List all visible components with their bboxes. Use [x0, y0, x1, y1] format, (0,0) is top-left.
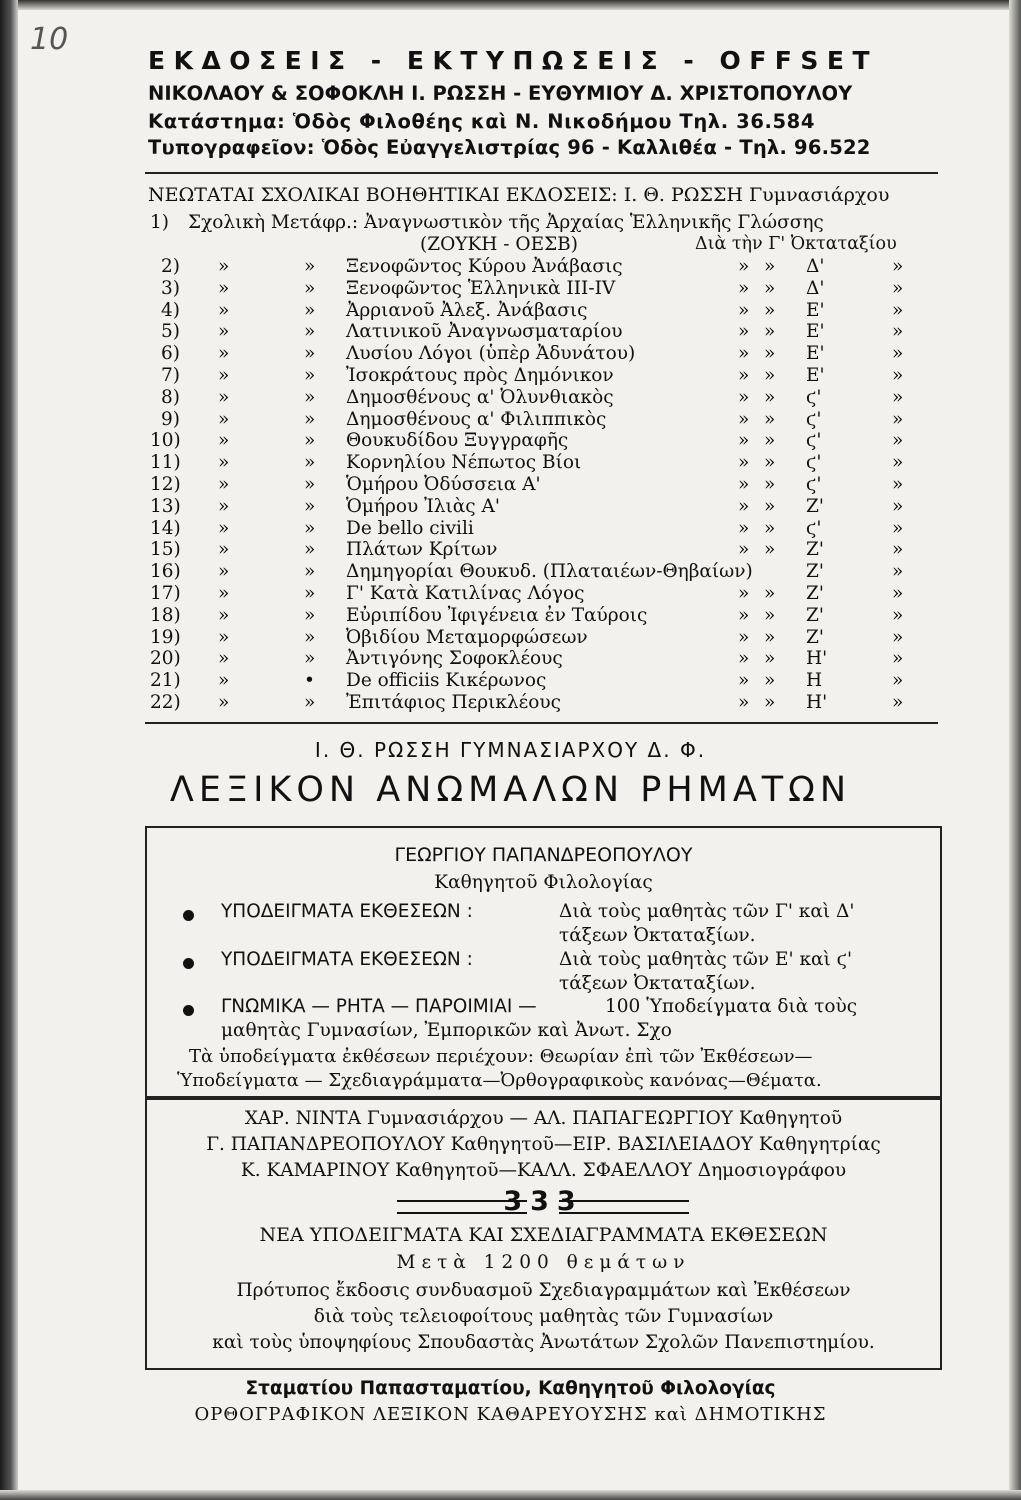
series-row	[150, 365, 940, 387]
series-row	[150, 518, 940, 540]
ditto-mark: »	[218, 343, 230, 365]
row-title: Ἰσοκράτους πρὸς Δημόνικον	[346, 365, 614, 386]
ditto-mark: »	[764, 539, 776, 561]
box2-authors-1: ΧΑΡ. ΝΙΝΤΑ Γυμνασιάρχου — ΑΛ. ΠΑΠΑΓΕΩΡΓΙΟΥ Καθηγητοῦ	[244, 1108, 843, 1129]
ditto-mark: »	[892, 495, 904, 517]
series-row	[150, 539, 940, 561]
row-number: 16)	[150, 561, 181, 583]
lexicon-title: ΛΕΞΙΚΟΝ ΑΝΩΜΑΛΩΝ ΡΗΜΑΤΩΝ	[169, 770, 852, 810]
row-title: Εὐριπίδου Ἰφιγένεια ἐν Ταύροις	[346, 604, 648, 626]
box2-authors-2: Γ. ΠΑΠΑΝΔΡΕΟΠΟΥΛΟΥ Καθηγητοῦ—ΕΙΡ. ΒΑΣΙΛΕΙΑΔΟΥ Καθηγητρίας	[206, 1134, 881, 1155]
bullet-icon	[183, 958, 194, 969]
box1-item2-title: ΥΠΟΔΕΙΓΜΑΤΑ ΕΚΘΕΣΕΩΝ :	[221, 949, 473, 970]
ditto-mark: »	[764, 517, 776, 539]
row-number: 18)	[150, 604, 181, 626]
ditto-mark: »	[764, 321, 776, 343]
series-row	[150, 648, 940, 670]
row-class: Ζ'	[806, 561, 824, 583]
ditto-mark: »	[738, 343, 750, 365]
box1-item3-title: ΓΝΩΜΙΚΑ — ΡΗΤΑ — ΠΑΡΟΙΜΙΑΙ —	[221, 996, 537, 1017]
row-number: 12)	[150, 474, 181, 495]
box1-role: Καθηγητοῦ Φιλολογίας	[434, 872, 653, 893]
ditto-mark: »	[892, 321, 904, 343]
ditto-mark: »	[304, 474, 316, 495]
ditto-mark: »	[738, 256, 750, 277]
ditto-mark: »	[218, 408, 230, 430]
ditto-mark: »	[304, 692, 316, 713]
ditto-mark: »	[892, 365, 904, 386]
header-line-4: Τυπογραφεῖον: Ὁδὸς Εὐαγγελιστρίας 96 - Καλλιθέα - Τηλ. 96.522	[148, 136, 871, 159]
row-number: 5)	[161, 321, 180, 343]
row-title: Ἀρριανοῦ Ἀλεξ. Ἀνάβασις	[346, 299, 588, 321]
row-title: Ὁμήρου Ὀδύσσεια Α'	[346, 474, 541, 495]
row-number: 11)	[150, 452, 181, 474]
row-class: Η'	[806, 692, 828, 713]
series-row-1	[150, 212, 940, 233]
ditto-mark: »	[738, 626, 750, 648]
row-class: Ε'	[806, 299, 825, 321]
row-class: Δ'	[806, 277, 825, 299]
box1-note-1: Τὰ ὑποδείγματα ἐκθέσεων περιέχουν: Θεωρίαν ἐπὶ τῶν Ἐκθέσεων—	[189, 1046, 813, 1067]
ditto-mark: »	[218, 277, 230, 299]
series-row	[150, 627, 940, 649]
series-row	[150, 692, 940, 714]
ditto-mark: »	[892, 343, 904, 365]
row-class: ϛ'	[806, 474, 822, 495]
ditto-mark: »	[304, 517, 316, 539]
ditto-mark: »	[218, 604, 230, 626]
ditto-mark: »	[218, 299, 230, 321]
series-row-1-class: Διὰ τὴν Γ' Ὀκταταξίου	[695, 234, 897, 254]
ditto-mark: »	[304, 604, 316, 626]
series-row	[150, 670, 940, 692]
ditto-mark: »	[218, 583, 230, 604]
series-row	[150, 583, 940, 605]
row-title: Ἀντιγόνης Σοφοκλέους	[346, 648, 563, 670]
ditto-mark: »	[738, 408, 750, 430]
ditto-mark: »	[738, 277, 750, 299]
box2-desc-2: διὰ τοὺς τελειοφοίτους μαθητὰς τῶν Γυμνασίων	[313, 1306, 774, 1327]
row-class: Η	[806, 670, 823, 692]
row-number: 20)	[150, 648, 181, 670]
header-line-2: ΝΙΚΟΛΑΟΥ & ΣΟΦΟΚΛΗ Ι. ΡΩΣΣΗ - ΕΥΘΥΜΙΟΥ Δ. ΧΡΙΣΤΟΠΟΥΛΟΥ	[148, 82, 853, 105]
ditto-mark: »	[304, 343, 316, 365]
ditto-mark: »	[764, 648, 776, 670]
row-number: 19)	[150, 626, 181, 648]
row-number: 22)	[150, 692, 181, 713]
header-line-1: ΕΚΔΟΣΕΙΣ - ΕΚΤΥΠΩΣΕΙΣ - OFFSET	[148, 46, 879, 75]
series-row	[150, 605, 940, 627]
row-class: ϛ'	[806, 517, 822, 539]
row-title: Πλάτων Κρίτων	[346, 539, 498, 561]
row-title: Ἐπιτάφιος Περικλέους	[346, 692, 561, 713]
row-title: De bello civili	[346, 517, 474, 539]
box1-item1-text2: τάξεων Ὀκταταξίων.	[559, 925, 756, 946]
footer-line-2: ΟΡΘΟΓΡΑΦΙΚΟΝ ΛΕΞΙΚΟΝ ΚΑΘΑΡΕΥΟΥΣΗΣ καὶ ΔΗΜΟΤΙΚΗΣ	[194, 1404, 827, 1425]
ditto-mark: »	[892, 604, 904, 626]
row-number: 4)	[161, 299, 180, 321]
ditto-mark: »	[892, 452, 904, 474]
lexicon-author: Ι. Θ. ΡΩΣΣΗ ΓΥΜΝΑΣΙΑΡΧΟΥ Δ. Φ.	[314, 738, 707, 762]
ditto-mark: »	[764, 408, 776, 430]
row-class: Ζ'	[806, 604, 824, 626]
ditto-mark: »	[764, 256, 776, 277]
ditto-mark: »	[764, 365, 776, 386]
ditto-mark: »	[218, 517, 230, 539]
series-row	[150, 496, 940, 518]
ditto-mark: »	[304, 561, 316, 583]
ditto-mark: »	[892, 277, 904, 299]
ditto-mark: »	[738, 539, 750, 561]
ditto-mark: »	[304, 365, 316, 386]
ditto-mark: »	[892, 583, 904, 604]
box1-author: ΓΕΩΡΓΙΟΥ ΠΑΠΑΝΔΡΕΟΠΟΥΛΟΥ	[394, 844, 693, 866]
series-row	[150, 387, 940, 409]
ditto-mark: »	[218, 626, 230, 648]
box1-item1-title: ΥΠΟΔΕΙΓΜΑΤΑ ΕΚΘΕΣΕΩΝ :	[221, 901, 473, 922]
row-number: 13)	[150, 495, 181, 517]
ditto-mark: »	[304, 299, 316, 321]
ditto-mark: »	[738, 299, 750, 321]
series-row	[150, 430, 940, 452]
box2-authors-3: Κ. ΚΑΜΑΡΙΝΟΥ Καθηγητοῦ—ΚΑΛΛ. ΣΦΑΕΛΛΟΥ Δημοσιογράφου	[240, 1160, 847, 1181]
ditto-mark: »	[764, 670, 776, 692]
ditto-mark: »	[304, 386, 316, 408]
series-row	[150, 321, 940, 343]
ditto-mark: »	[892, 648, 904, 670]
row-number: 8)	[161, 386, 180, 408]
ditto-mark: »	[738, 692, 750, 713]
ditto-mark: »	[764, 626, 776, 648]
ditto-mark: »	[738, 430, 750, 452]
footer-line-1: Σταματίου Παπασταματίου, Καθηγητοῦ Φιλολογίας	[245, 1378, 776, 1399]
ditto-mark: »	[764, 386, 776, 408]
ditto-mark: »	[738, 365, 750, 386]
box1-item2-text2: τάξεων Ὀκταταξίων.	[559, 973, 756, 994]
ditto-mark: »	[218, 539, 230, 561]
row-title: Λατινικοῦ Ἀναγνωσματαρίου	[346, 321, 623, 343]
box1-note-2: Ὑποδείγματα — Σχεδιαγράμματα—Ὀρθογραφικοὺς κανόνας—Θέματα.	[177, 1070, 822, 1091]
row-title: Γ' Κατὰ Κατιλίνας Λόγος	[346, 583, 585, 604]
scan-edge-bottom	[0, 1490, 1021, 1500]
ditto-mark: »	[218, 452, 230, 474]
ditto-mark: »	[738, 321, 750, 343]
box2-number: 333	[503, 1186, 584, 1217]
divider	[145, 172, 938, 174]
row-title: Ὁμήρου Ἰλιὰς Α'	[346, 495, 500, 517]
row-title: Λυσίου Λόγοι (ὑπὲρ Ἀδυνάτου)	[346, 343, 636, 365]
row-class: Ε'	[806, 365, 825, 386]
ditto-mark: »	[764, 452, 776, 474]
row-class: Ζ'	[806, 495, 824, 517]
row-number: 17)	[150, 583, 181, 604]
ditto-mark: »	[738, 452, 750, 474]
ditto-mark: •	[304, 670, 315, 692]
box1-item2-text: Διὰ τοὺς μαθητὰς τῶν Ε' καὶ ϛ'	[559, 949, 853, 970]
ditto-mark: »	[218, 648, 230, 670]
series-row-1-sub: (ΖΟΥΚΗ - ΟΕΣΒ)	[420, 234, 578, 255]
row-title: Ξενοφῶντος Κύρου Ἀνάβασις	[346, 256, 623, 277]
ditto-mark: »	[892, 299, 904, 321]
scan-edge-top	[0, 0, 1021, 10]
ditto-mark: »	[304, 277, 316, 299]
row-number: 2)	[161, 256, 180, 277]
series-row	[150, 300, 940, 322]
box1-item3-text: 100 Ὑποδείγματα διὰ τοὺς	[605, 996, 858, 1017]
ditto-mark: »	[218, 256, 230, 277]
ditto-mark: »	[218, 321, 230, 343]
series-row	[150, 409, 940, 431]
header-line-3: Κατάστημα: Ὁδὸς Φιλοθέης καὶ Ν. Νικοδήμου Τηλ. 36.584	[148, 110, 815, 133]
ditto-mark: »	[304, 408, 316, 430]
row-number: 3)	[161, 277, 180, 299]
ditto-mark: »	[304, 648, 316, 670]
series-row	[150, 474, 940, 496]
series-row	[150, 278, 940, 300]
row-class: ϛ'	[806, 408, 822, 430]
ditto-mark: »	[304, 452, 316, 474]
bullet-icon	[183, 910, 194, 921]
row-title: Κορνηλίου Νέπωτος Βίοι	[346, 452, 582, 474]
ditto-mark: »	[892, 561, 904, 583]
series-title: ΝΕΩΤΑΤΑΙ ΣΧΟΛΙΚΑΙ ΒΟΗΘΗΤΙΚΑΙ ΕΚΔΟΣΕΙΣ: Ι. Θ. ΡΩΣΣΗ Γυμνασιάρχου	[148, 184, 890, 206]
row-class: Ε'	[806, 343, 825, 365]
ditto-mark: »	[892, 408, 904, 430]
row-class: Ζ'	[806, 583, 824, 604]
row-class: Ζ'	[806, 539, 824, 561]
ditto-mark: »	[218, 474, 230, 495]
row-class: Η'	[806, 648, 828, 670]
row-class: ϛ'	[806, 430, 822, 452]
ditto-mark: »	[218, 365, 230, 386]
ditto-mark: »	[892, 692, 904, 713]
divider	[145, 722, 938, 724]
row-class: ϛ'	[806, 386, 822, 408]
box-papandreopoulou	[145, 826, 942, 1098]
box2-desc-1: Πρότυπος ἔκδοσις συνδυασμοῦ Σχεδιαγραμμάτων καὶ Ἐκθέσεων	[236, 1280, 851, 1301]
ditto-mark: »	[892, 517, 904, 539]
ditto-mark: »	[892, 670, 904, 692]
corner-handwritten-mark: 10	[30, 22, 69, 57]
ditto-mark: »	[738, 583, 750, 604]
row-title: Θουκυδίδου Ξυγγραφῆς	[346, 430, 569, 452]
ditto-mark: »	[892, 474, 904, 495]
ditto-mark: »	[218, 670, 230, 692]
row-class: Ζ'	[806, 626, 824, 648]
ditto-mark: »	[738, 670, 750, 692]
ditto-mark: »	[764, 343, 776, 365]
box2-title: ΝΕΑ ΥΠΟΔΕΙΓΜΑΤΑ ΚΑΙ ΣΧΕΔΙΑΓΡΑΜΜΑΤΑ ΕΚΘΕΣΕΩΝ	[259, 1224, 828, 1246]
ditto-mark: »	[738, 648, 750, 670]
row-class: Δ'	[806, 256, 825, 277]
ditto-mark: »	[738, 386, 750, 408]
ditto-mark: »	[738, 604, 750, 626]
ditto-mark: »	[218, 430, 230, 452]
ditto-mark: »	[892, 256, 904, 277]
ditto-mark: »	[892, 539, 904, 561]
series-row	[150, 452, 940, 474]
row-number: 7)	[161, 365, 180, 386]
row-number: 21)	[150, 670, 181, 692]
ditto-mark: »	[738, 517, 750, 539]
ditto-mark: »	[738, 474, 750, 495]
ditto-mark: »	[304, 430, 316, 452]
ditto-mark: »	[764, 692, 776, 713]
ditto-mark: »	[738, 495, 750, 517]
ditto-mark: »	[892, 386, 904, 408]
ditto-mark: »	[304, 583, 316, 604]
box-333	[145, 1098, 942, 1370]
series-row	[150, 561, 940, 583]
ditto-mark: »	[764, 604, 776, 626]
bullet-icon	[183, 1005, 194, 1016]
row-title: De officiis Κικέρωνος	[346, 670, 547, 692]
row-title: Δημηγορίαι Θουκυδ. (Πλαταιέων-Θηβαίων)	[346, 561, 753, 583]
ditto-mark: »	[218, 561, 230, 583]
ditto-mark: »	[892, 430, 904, 452]
series-row	[150, 343, 940, 365]
ditto-mark: »	[304, 539, 316, 561]
box1-item3-text2: μαθητὰς Γυμνασίων, Ἐμπορικῶν καὶ Ἀνωτ. Σχο	[221, 1020, 672, 1041]
row-title: Ξενοφῶντος Ἑλληνικὰ III-IV	[346, 277, 616, 299]
ditto-mark: »	[218, 692, 230, 713]
ditto-mark: »	[764, 583, 776, 604]
series-row	[150, 256, 940, 278]
row-title: Ὀβιδίου Μεταμορφώσεων	[346, 626, 588, 648]
ditto-mark: »	[304, 495, 316, 517]
row-number: 10)	[150, 430, 181, 452]
row-title: Σχολικὴ Μετάφρ.: Ἀναγνωστικὸν τῆς Ἀρχαίας Ἑλληνικῆς Γλώσσης	[188, 212, 824, 233]
ditto-mark: »	[304, 321, 316, 343]
row-number: 9)	[161, 408, 180, 430]
ditto-mark: »	[218, 386, 230, 408]
ditto-mark: »	[218, 495, 230, 517]
row-number: 1)	[150, 212, 169, 233]
row-title: Δημοσθένους α' Ὀλυνθιακὸς	[346, 386, 614, 408]
ditto-mark: »	[892, 626, 904, 648]
row-number: 14)	[150, 517, 181, 539]
row-number: 15)	[150, 539, 181, 561]
box2-subtitle: Μετὰ 1200 θεμάτων	[396, 1252, 691, 1273]
ditto-mark: »	[764, 495, 776, 517]
ditto-mark: »	[764, 430, 776, 452]
ditto-mark: »	[304, 256, 316, 277]
row-class: ϛ'	[806, 452, 822, 474]
box2-desc-3: καὶ τοὺς ὑποψηφίους Σπουδαστὰς Ἀνωτάτων Σχολῶν Πανεπιστημίου.	[212, 1332, 875, 1353]
ditto-mark: »	[764, 277, 776, 299]
row-class: Ε'	[806, 321, 825, 343]
row-title: Δημοσθένους α' Φιλιππικὸς	[346, 408, 607, 430]
row-number: 6)	[161, 343, 180, 365]
ditto-mark: »	[764, 474, 776, 495]
ditto-mark: »	[764, 299, 776, 321]
box1-item1-text: Διὰ τοὺς μαθητὰς τῶν Γ' καὶ Δ'	[559, 901, 855, 922]
ditto-mark: »	[304, 626, 316, 648]
